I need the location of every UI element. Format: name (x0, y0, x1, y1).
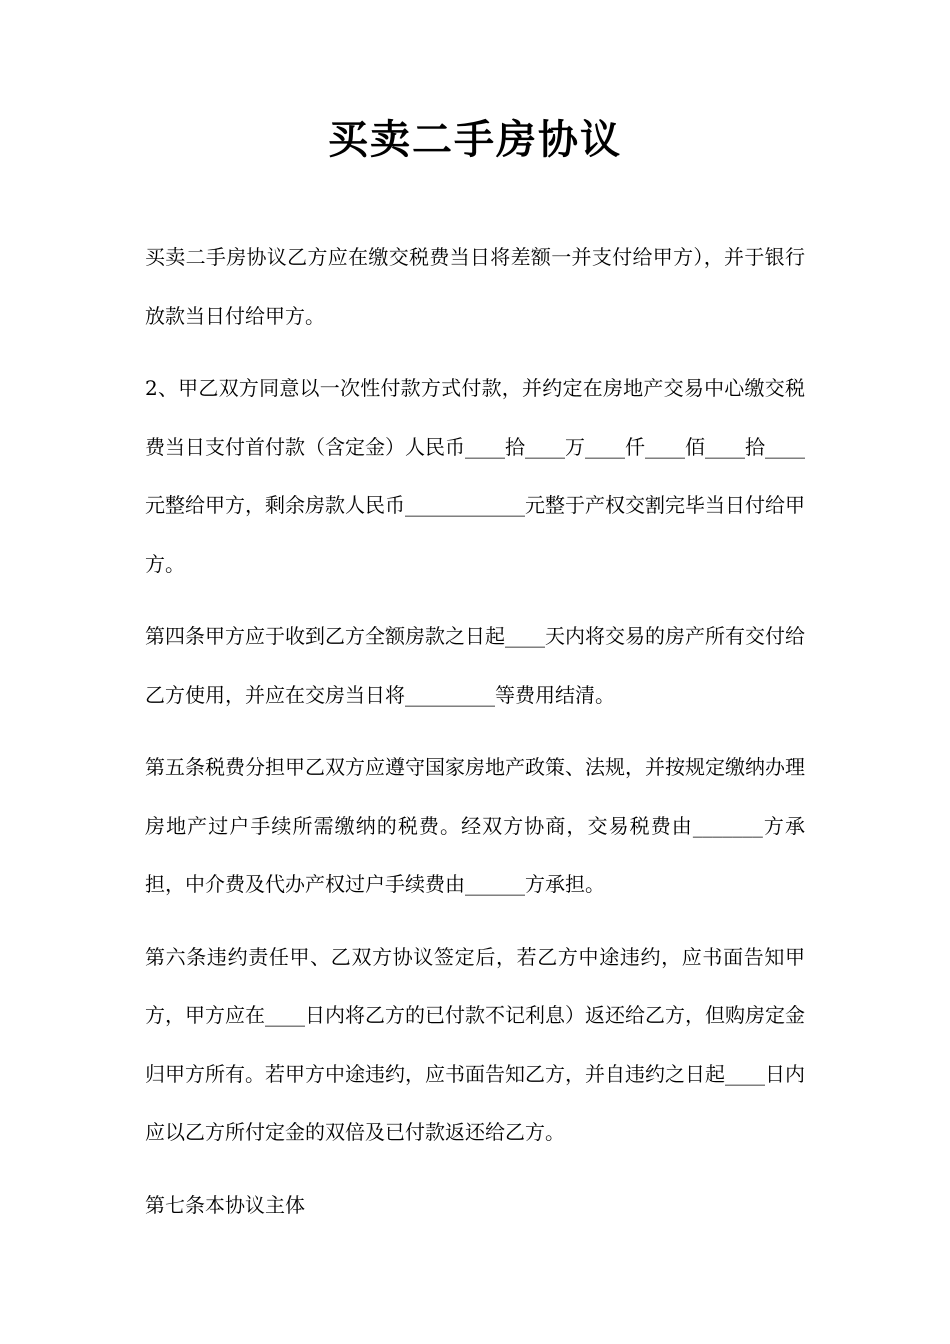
paragraph-article-5: 第五条税费分担甲乙双方应遵守国家房地产政策、法规，并按规定缴纳办理房地产过户手续所需缴纳的税费。经双方协商，交易税费由_______方承担，中介费及代办产权过户手续费由______方承担。 (145, 755, 805, 896)
paragraph-intro: 买卖二手房协议乙方应在缴交税费当日将差额一并支付给甲方），并于银行放款当日付给甲方。 (145, 245, 805, 328)
paragraph-article-7: 第七条本协议主体 (145, 1192, 305, 1217)
document-title: 买卖二手房协议 (328, 116, 622, 163)
paragraph-article-6: 第六条违约责任甲、乙双方协议签定后，若乙方中途违约，应书面告知甲方，甲方应在____日内将乙方的已付款不记利息）返还给乙方，但购房定金归甲方所有。若甲方中途违约，应书面告知乙方，并自违约之日起____日内应以乙方所付定金的双倍及已付款返还给乙方。 (145, 944, 805, 1144)
paragraph-payment-terms: 2、甲乙双方同意以一次性付款方式付款，并约定在房地产交易中心缴交税费当日支付首付款（含定金）人民币____拾____万____仟____佰____拾____元整给甲方，剩余房款人民币____________元整于产权交割完毕当日付给甲方。 (145, 376, 805, 576)
document-body (145, 228, 805, 1248)
paragraph-article-4: 第四条甲方应于收到乙方全额房款之日起____天内将交易的房产所有交付给乙方使用，并应在交房当日将_________等费用结清。 (145, 624, 805, 707)
